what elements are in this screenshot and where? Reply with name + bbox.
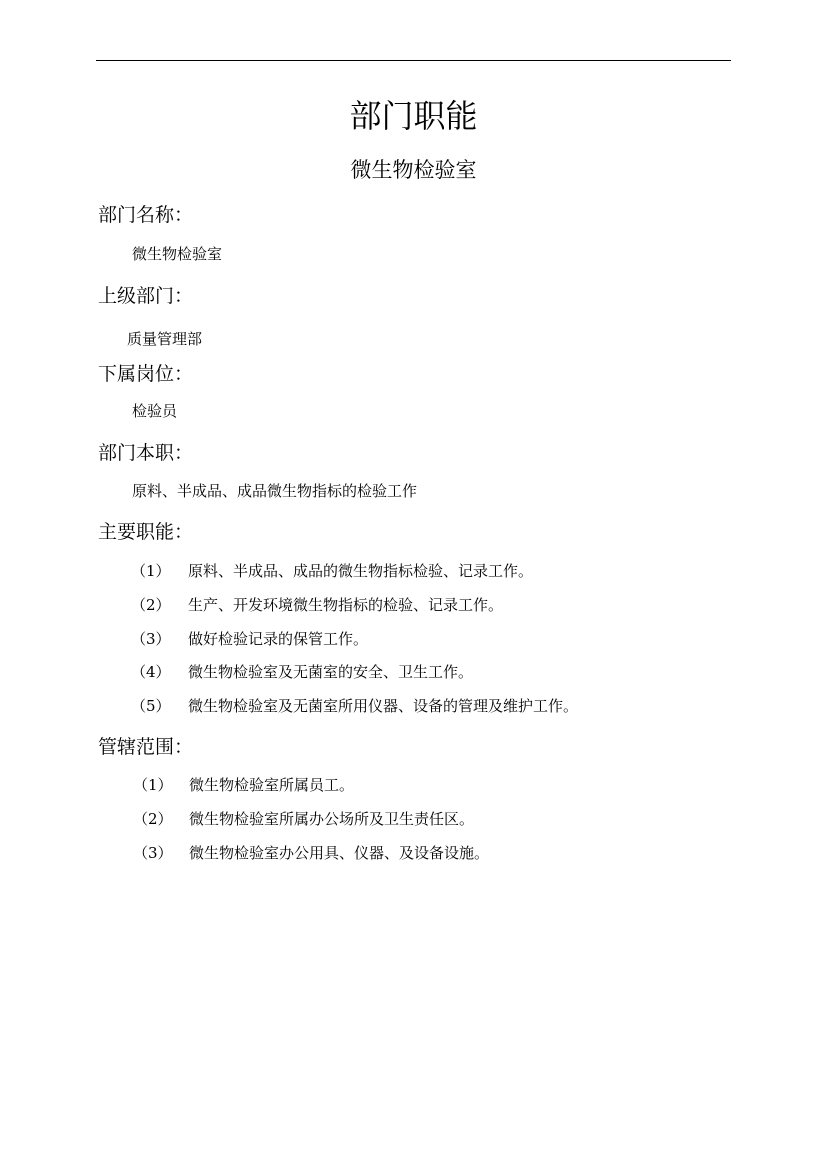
function-item-text: 做好检验记录的保管工作。 [188, 630, 369, 648]
superior-dept-value: 质量管理部 [127, 330, 203, 348]
page-title: 部门职能 [349, 97, 478, 135]
function-item-number: （2） [131, 596, 171, 614]
scope-item-number: （1） [133, 776, 173, 794]
function-item-number: （1） [131, 562, 171, 580]
dept-name-heading: 部门名称： [98, 204, 194, 226]
function-item-number: （4） [131, 663, 171, 681]
function-item-text: 原料、半成品、成品的微生物指标检验、记录工作。 [188, 562, 534, 580]
positions-heading: 下属岗位： [98, 363, 194, 385]
duty-value: 原料、半成品、成品微生物指标的检验工作 [132, 482, 418, 500]
page-subtitle: 微生物检验室 [350, 158, 477, 182]
scope-item-number: （2） [133, 810, 173, 828]
function-item-text: 生产、开发环境微生物指标的检验、记录工作。 [188, 596, 504, 614]
function-item-number: （3） [131, 630, 171, 648]
function-item-number: （5） [131, 697, 171, 715]
function-item-text: 微生物检验室及无菌室的安全、卫生工作。 [188, 663, 474, 681]
dept-name-value: 微生物检验室 [132, 245, 223, 263]
scope-item-text: 微生物检验室办公用具、仪器、及设备设施。 [189, 844, 490, 862]
scope-item-text: 微生物检验室所属办公场所及卫生责任区。 [189, 810, 475, 828]
duty-heading: 部门本职： [98, 442, 194, 464]
scope-item-text: 微生物检验室所属员工。 [189, 776, 355, 794]
header-rule [96, 60, 731, 61]
scope-item-number: （3） [133, 844, 173, 862]
scope-heading: 管辖范围： [98, 736, 194, 758]
superior-dept-heading: 上级部门： [98, 285, 194, 307]
function-item-text: 微生物检验室及无菌室所用仪器、设备的管理及维护工作。 [188, 697, 579, 715]
positions-value: 检验员 [132, 402, 178, 420]
functions-heading: 主要职能： [98, 521, 194, 543]
